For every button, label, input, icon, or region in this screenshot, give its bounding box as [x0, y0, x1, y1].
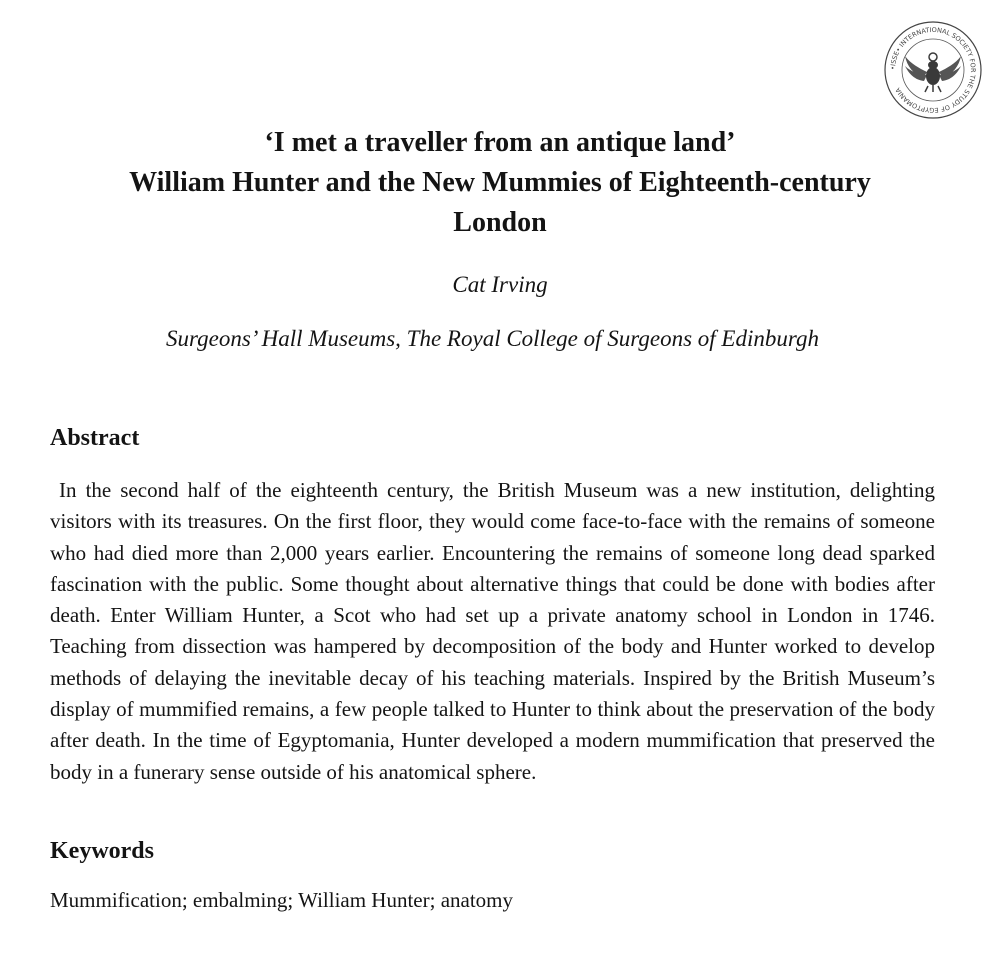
isse-logo	[883, 20, 983, 120]
keywords-text: Mummification; embalming; William Hunter; anatomy	[50, 888, 514, 912]
abstract-heading: Abstract	[50, 425, 140, 451]
abstract-text: In the second half of the eighteenth century, the British Museum was a new institution, delighting visitors with its treasures. On the first floor, they would come face-to-face with the remains of someone who had died more than 2,000 years earlier. Encountering the remains of someone long dead sparked fascination with the public. Some thought about alternative things that could be done with bodies after death. Enter William Hunter, a Scot who had set up a private anatomy school in London in 1746. Teaching from dissection was hampered by decomposition of the body and Hunter worked to develop methods of delaying the inevitable decay of his teaching materials. Inspired by the British Museum’s display of mummified remains, a few people talked to Hunter to think about the preservation of the body after death. In the time of Egyptomania, Hunter developed a modern mummification that preserved the body in a funerary sense outside of his anatomical sphere.	[50, 478, 941, 784]
isse-scarab-seal-icon	[883, 20, 983, 120]
author-name: Cat Irving	[452, 272, 548, 297]
title-line-3: London	[453, 207, 547, 238]
title-line-1: ‘I met a traveller from an antique land’	[264, 127, 736, 158]
author-affiliation: Surgeons’ Hall Museums, The Royal College of Surgeons of Edinburgh	[166, 326, 819, 351]
keywords-heading: Keywords	[50, 838, 154, 864]
title-line-2: William Hunter and the New Mummies of Eighteenth-century	[129, 167, 871, 198]
paper-title	[60, 123, 940, 243]
logo-ring-text: •ISSE• INTERNATIONAL SOCIETY FOR THE STUDY OF EGYPTOMANIA	[888, 25, 978, 115]
